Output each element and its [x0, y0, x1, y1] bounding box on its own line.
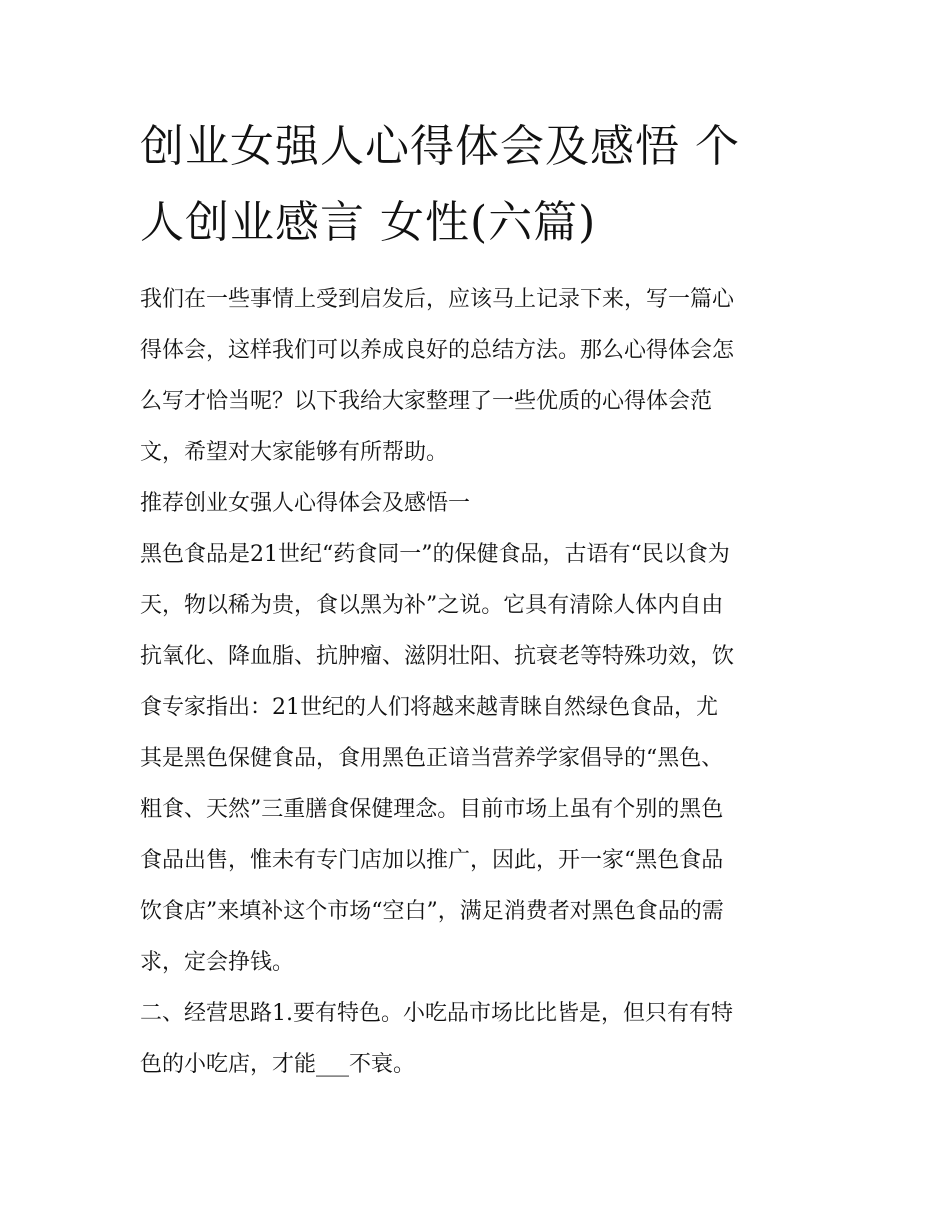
paragraph-line-6: 粗食、天然”三重膳食保健理念。目前市场上虽有个别的黑色 [140, 797, 724, 822]
paragraph-line-4: 食专家指出：21世纪的人们将越来越青睐自然绿色食品，尤 [140, 695, 718, 720]
paragraph-line-7: 食品出售，惟未有专门店加以推广，因此，开一家“黑色食品 [140, 848, 724, 873]
paragraph-line-3: 抗氧化、降血脂、抗肿瘤、滋阴壮阳、抗衰老等特殊功效，饮 [140, 644, 735, 669]
paragraph-line-8: 饮食店”来填补这个市场“空白”，满足消费者对黑色食品的需 [140, 899, 724, 924]
section-heading: 推荐创业女强人心得体会及感悟一 [140, 491, 471, 516]
intro-line-4: 文，希望对大家能够有所帮助。 [140, 440, 449, 465]
document-title-line-2: 人创业感言 女性(六篇) [140, 197, 597, 248]
intro-line-2: 得体会，这样我们可以养成良好的总结方法。那么心得体会怎 [140, 338, 735, 363]
document-title-line-1: 创业女强人心得体会及感悟 个 [140, 121, 740, 172]
paragraph-line-5: 其是黑色保健食品，食用黑色正谙当营养学家倡导的“黑色、 [140, 746, 724, 771]
paragraph-line-2: 天，物以稀为贵，食以黑为补”之说。它具有清除人体内自由 [140, 593, 724, 618]
intro-line-3: 么写才恰当呢？以下我给大家整理了一些优质的心得体会范 [140, 389, 713, 414]
paragraph-line-1: 黑色食品是21世纪“药食同一”的保健食品，古语有“民以食为 [140, 542, 730, 567]
intro-line-1: 我们在一些事情上受到启发后，应该马上记录下来，写一篇心 [140, 287, 735, 312]
paragraph-line-9: 求，定会挣钱。 [140, 950, 295, 975]
paragraph-line-10: 二、经营思路1.要有特色。小吃品市场比比皆是，但只有有特 [140, 1001, 733, 1026]
paragraph-line-11: 色的小吃店，才能___不衰。 [140, 1052, 416, 1077]
